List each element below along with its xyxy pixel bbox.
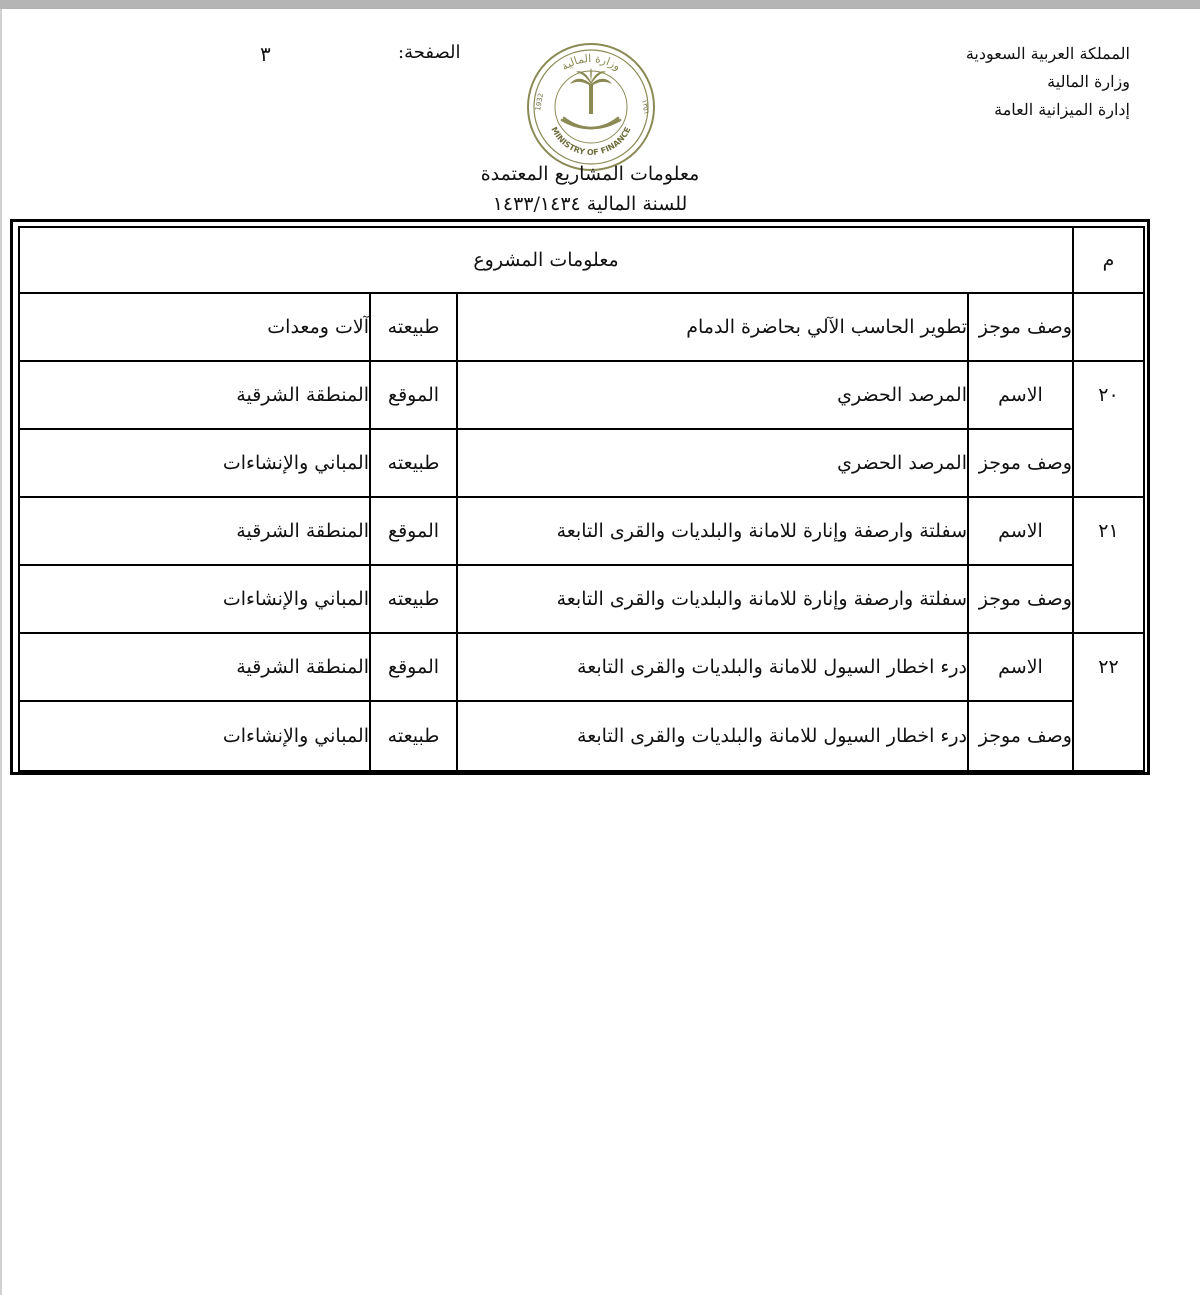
nature-label: طبيعته bbox=[387, 588, 440, 610]
table-inner-bottom-border bbox=[18, 770, 1145, 772]
project-location: المنطقة الشرقية bbox=[236, 656, 369, 678]
project-index: ٢٠ bbox=[1098, 384, 1119, 406]
project-index: ٢١ bbox=[1098, 520, 1119, 542]
seal-year-left: 1932 bbox=[534, 92, 546, 112]
project-name: المرصد الحضري bbox=[837, 384, 967, 406]
ministry-seal-icon bbox=[524, 40, 658, 174]
nature-label: طبيعته bbox=[387, 316, 440, 338]
seal-year-right: ١٣٥١ bbox=[640, 98, 651, 116]
row-divider bbox=[1072, 292, 1145, 294]
project-name: سفلتة وارصفة وإنارة للامانة والبلديات والقرى التابعة bbox=[556, 520, 967, 542]
name-label: الاسم bbox=[998, 656, 1043, 678]
project-index: ٢٢ bbox=[1098, 656, 1119, 678]
seal-arabic-text: وزارة المالية bbox=[558, 51, 624, 74]
org-line-kingdom: المملكة العربية السعودية bbox=[965, 44, 1130, 63]
project-nature: آلات ومعدات bbox=[267, 316, 369, 338]
description-label: وصف موجز bbox=[978, 725, 1072, 747]
table-inner-right-border bbox=[1143, 226, 1145, 772]
page-number: ٣ bbox=[260, 42, 271, 66]
project-location: المنطقة الشرقية bbox=[236, 384, 369, 406]
top-bar bbox=[0, 0, 1200, 9]
org-line-department: إدارة الميزانية العامة bbox=[994, 100, 1130, 119]
name-label: الاسم bbox=[998, 384, 1043, 406]
project-name: درء اخطار السيول للامانة والبلديات والقرى التابعة bbox=[577, 656, 967, 678]
organization-header bbox=[966, 40, 1130, 124]
project-description: درء اخطار السيول للامانة والبلديات والقرى التابعة bbox=[577, 725, 967, 747]
document-title: معلومات المشاريع المعتمدة bbox=[480, 163, 700, 185]
location-label: الموقع bbox=[387, 520, 440, 542]
project-nature: المباني والإنشاءات bbox=[222, 452, 369, 474]
page-label: الصفحة: bbox=[398, 42, 461, 63]
description-label: وصف موجز bbox=[978, 588, 1072, 610]
project-nature: المباني والإنشاءات bbox=[222, 725, 369, 747]
nature-label: طبيعته bbox=[387, 452, 440, 474]
project-description: المرصد الحضري bbox=[837, 452, 967, 474]
name-label: الاسم bbox=[998, 520, 1043, 542]
info-column-header: معلومات المشروع bbox=[473, 249, 619, 271]
nature-label: طبيعته bbox=[387, 725, 440, 747]
description-label: وصف موجز bbox=[978, 452, 1072, 474]
index-column-header: م bbox=[1102, 249, 1115, 271]
fiscal-year-subtitle: للسنة المالية ١٤٣٣/١٤٣٤ bbox=[492, 193, 688, 215]
project-nature: المباني والإنشاءات bbox=[222, 588, 369, 610]
seal-english-text: MINISTRY OF FINANCE bbox=[549, 125, 633, 158]
project-description: تطوير الحاسب الآلي بحاضرة الدمام bbox=[686, 316, 967, 338]
description-label: وصف موجز bbox=[978, 316, 1072, 338]
project-description: سفلتة وارصفة وإنارة للامانة والبلديات والقرى التابعة bbox=[556, 588, 967, 610]
location-label: الموقع bbox=[387, 384, 440, 406]
org-line-ministry: وزارة المالية bbox=[1047, 72, 1130, 91]
location-label: الموقع bbox=[387, 656, 440, 678]
project-location: المنطقة الشرقية bbox=[236, 520, 369, 542]
